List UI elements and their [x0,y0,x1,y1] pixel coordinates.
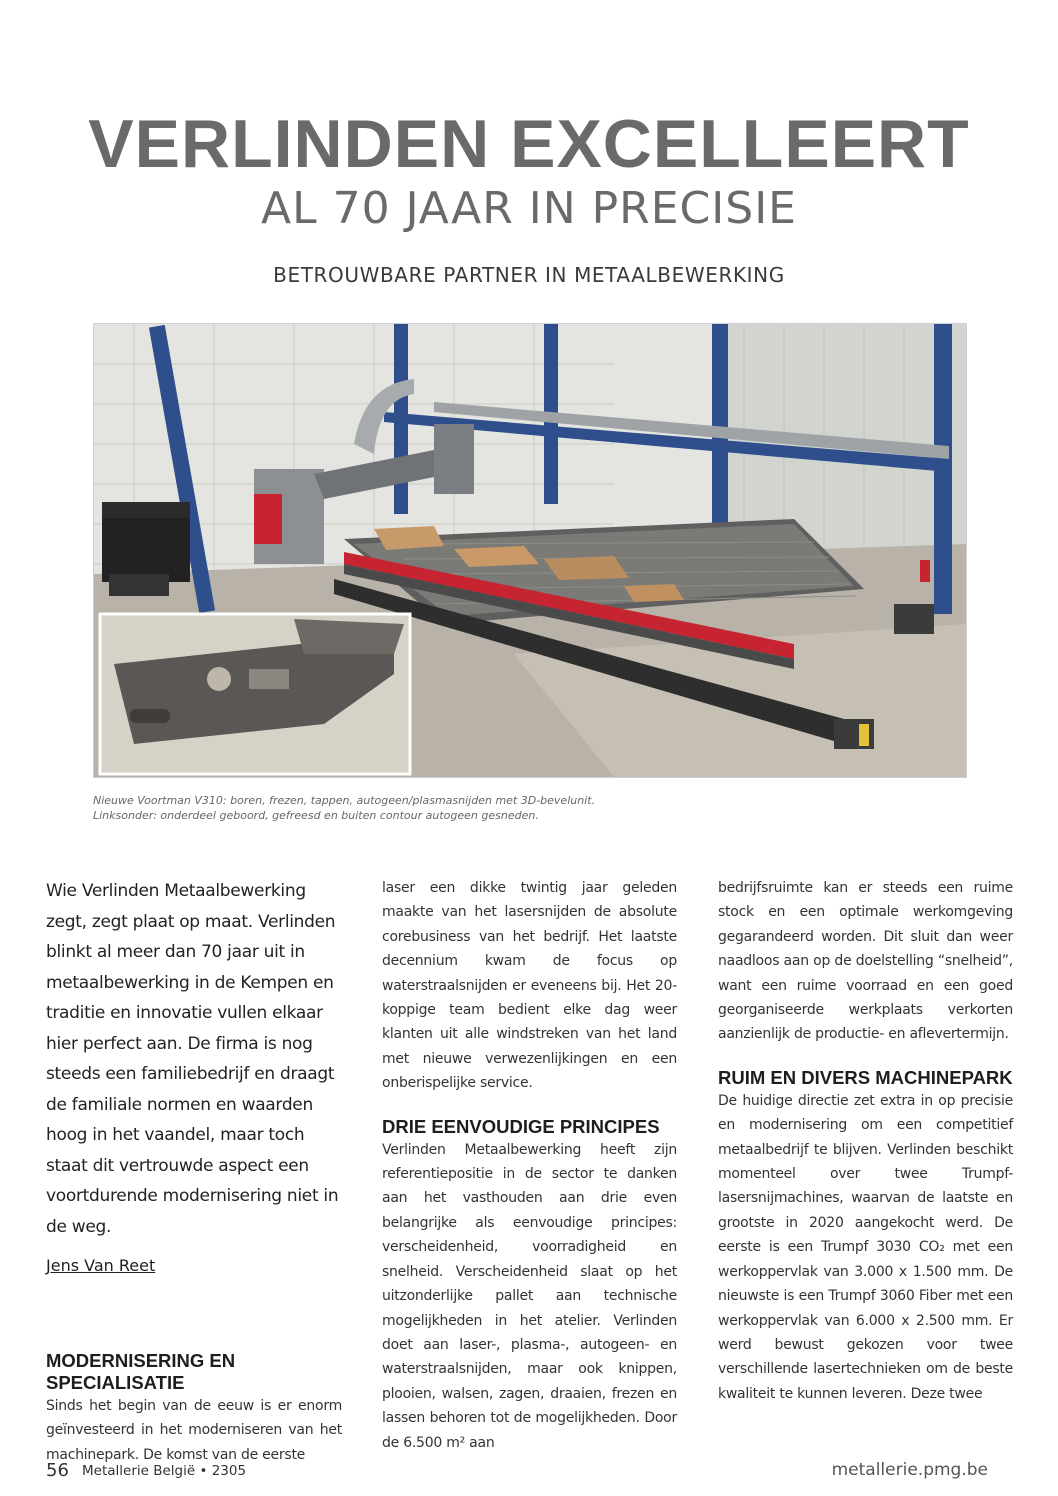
body-paragraph: Verlinden Metaalbewerking heeft zijn referentiepositie in de sector te danken aan het vasthouden aan drie even belangrijke als eenvoudige principes: verscheidenheid, voorradigheid en snelheid. Verscheidenheid slaat op het uitzonderlijke pallet aan technische mogelijkheden in het atelier. Verlinden doet aan laser-, plasma-, autogeen- en waterstraalsnijden, maar ook knippen, plooien, walsen, zagen, draaien, frezen en lassen behoren tot de mogelijkheden. Door de 6.500 m² aan [382,1141,677,1451]
machine-photo [93,323,967,778]
column-2 [382,876,677,1455]
caption-line: Nieuwe Voortman V310: boren, frezen, tappen, autogeen/plasmasnijden met 3D-bevelunit. [93,794,596,807]
intro-text: Wie Verlinden Metaalbewerking zegt, zegt plaat op maat. Verlinden blinkt al meer dan 70 jaar uit in metaalbewerking in de Kempen en traditie en innovatie vullen elkaar hier perfect aan. De firma is nog steeds een familiebedrijf en draagt de familiale normen en waarden hoog in het vaandel, maar toch staat dit vertrouwde aspect een voortdurende modernisering niet in de weg. [46,881,339,1237]
page-number: 56 [46,1460,69,1481]
column-3 [718,876,1013,1406]
section-heading: DRIE EENVOUDIGE PRINCIPES [382,1115,660,1137]
section-heading: MODERNISERING EN SPECIALISATIE [46,1350,236,1393]
author-link[interactable]: Jens Van Reet [46,1256,156,1275]
magazine-issue: Metallerie België • 2305 [82,1463,247,1479]
article-subtitle: BETROUWBARE PARTNER IN METAALBEWERKING [273,263,785,287]
body-paragraph: bedrijfsruimte kan er steeds een ruime stock en een optimale werkomgeving gegarandeerd worden. Dit sluit dan weer naadloos aan op de doelstelling “snelheid”, want een ruime voorraad en een goed georganiseerde werkplaats verkorten aanzienlijk de productie- en aflevertermijn. [718,880,1013,1043]
body-paragraph: laser een dikke twintig jaar geleden maakte van het lasersnijden de absolute corebusiness van het bedrijf. Het laatste decennium kwam de focus op waterstraalsnijden er eveneens bij. Het 20-koppige team bedient elke dag weer klanten uit alle windstreken van het land met nieuwe verwezenlijkingen en een onberispelijke service. [382,880,677,1092]
article-title-line2: AL 70 JAAR IN PRECISIE [261,183,797,234]
body-paragraph: De huidige directie zet extra in op precisie en modernisering om een competitief metaalbedrijf te blijven. Verlinden beschikt momenteel over twee Trumpf-lasersnijmachines, waarvan de laatste en grootste in 2020 aangekocht werd. De eerste is een Trumpf 3030 CO₂ met een werkoppervlak van 3.000 x 1.500 mm. De nieuwste is een Trumpf 3060 Fiber met een werkoppervlak van 6.000 x 2.500 mm. Er werd bewust gekozen voor twee verschillende lasertechnieken om de beste kwaliteit te kunnen leveren. Deze twee [718,1092,1013,1402]
caption-line: Linksonder: onderdeel geboord, gefreesd en buiten contour autogeen gesneden. [93,809,539,822]
photo-caption [93,793,973,823]
article-title: VERLINDEN EXCELLEERT [88,106,970,182]
section-heading: RUIM EN DIVERS MACHINEPARK [718,1066,1013,1088]
website-link[interactable]: metallerie.pmg.be [831,1460,988,1480]
column-1 [46,876,342,1467]
body-paragraph: Sinds het begin van de eeuw is er enorm geïnvesteerd in het moderniseren van het machinepark. De komst van de eerste [46,1398,342,1463]
